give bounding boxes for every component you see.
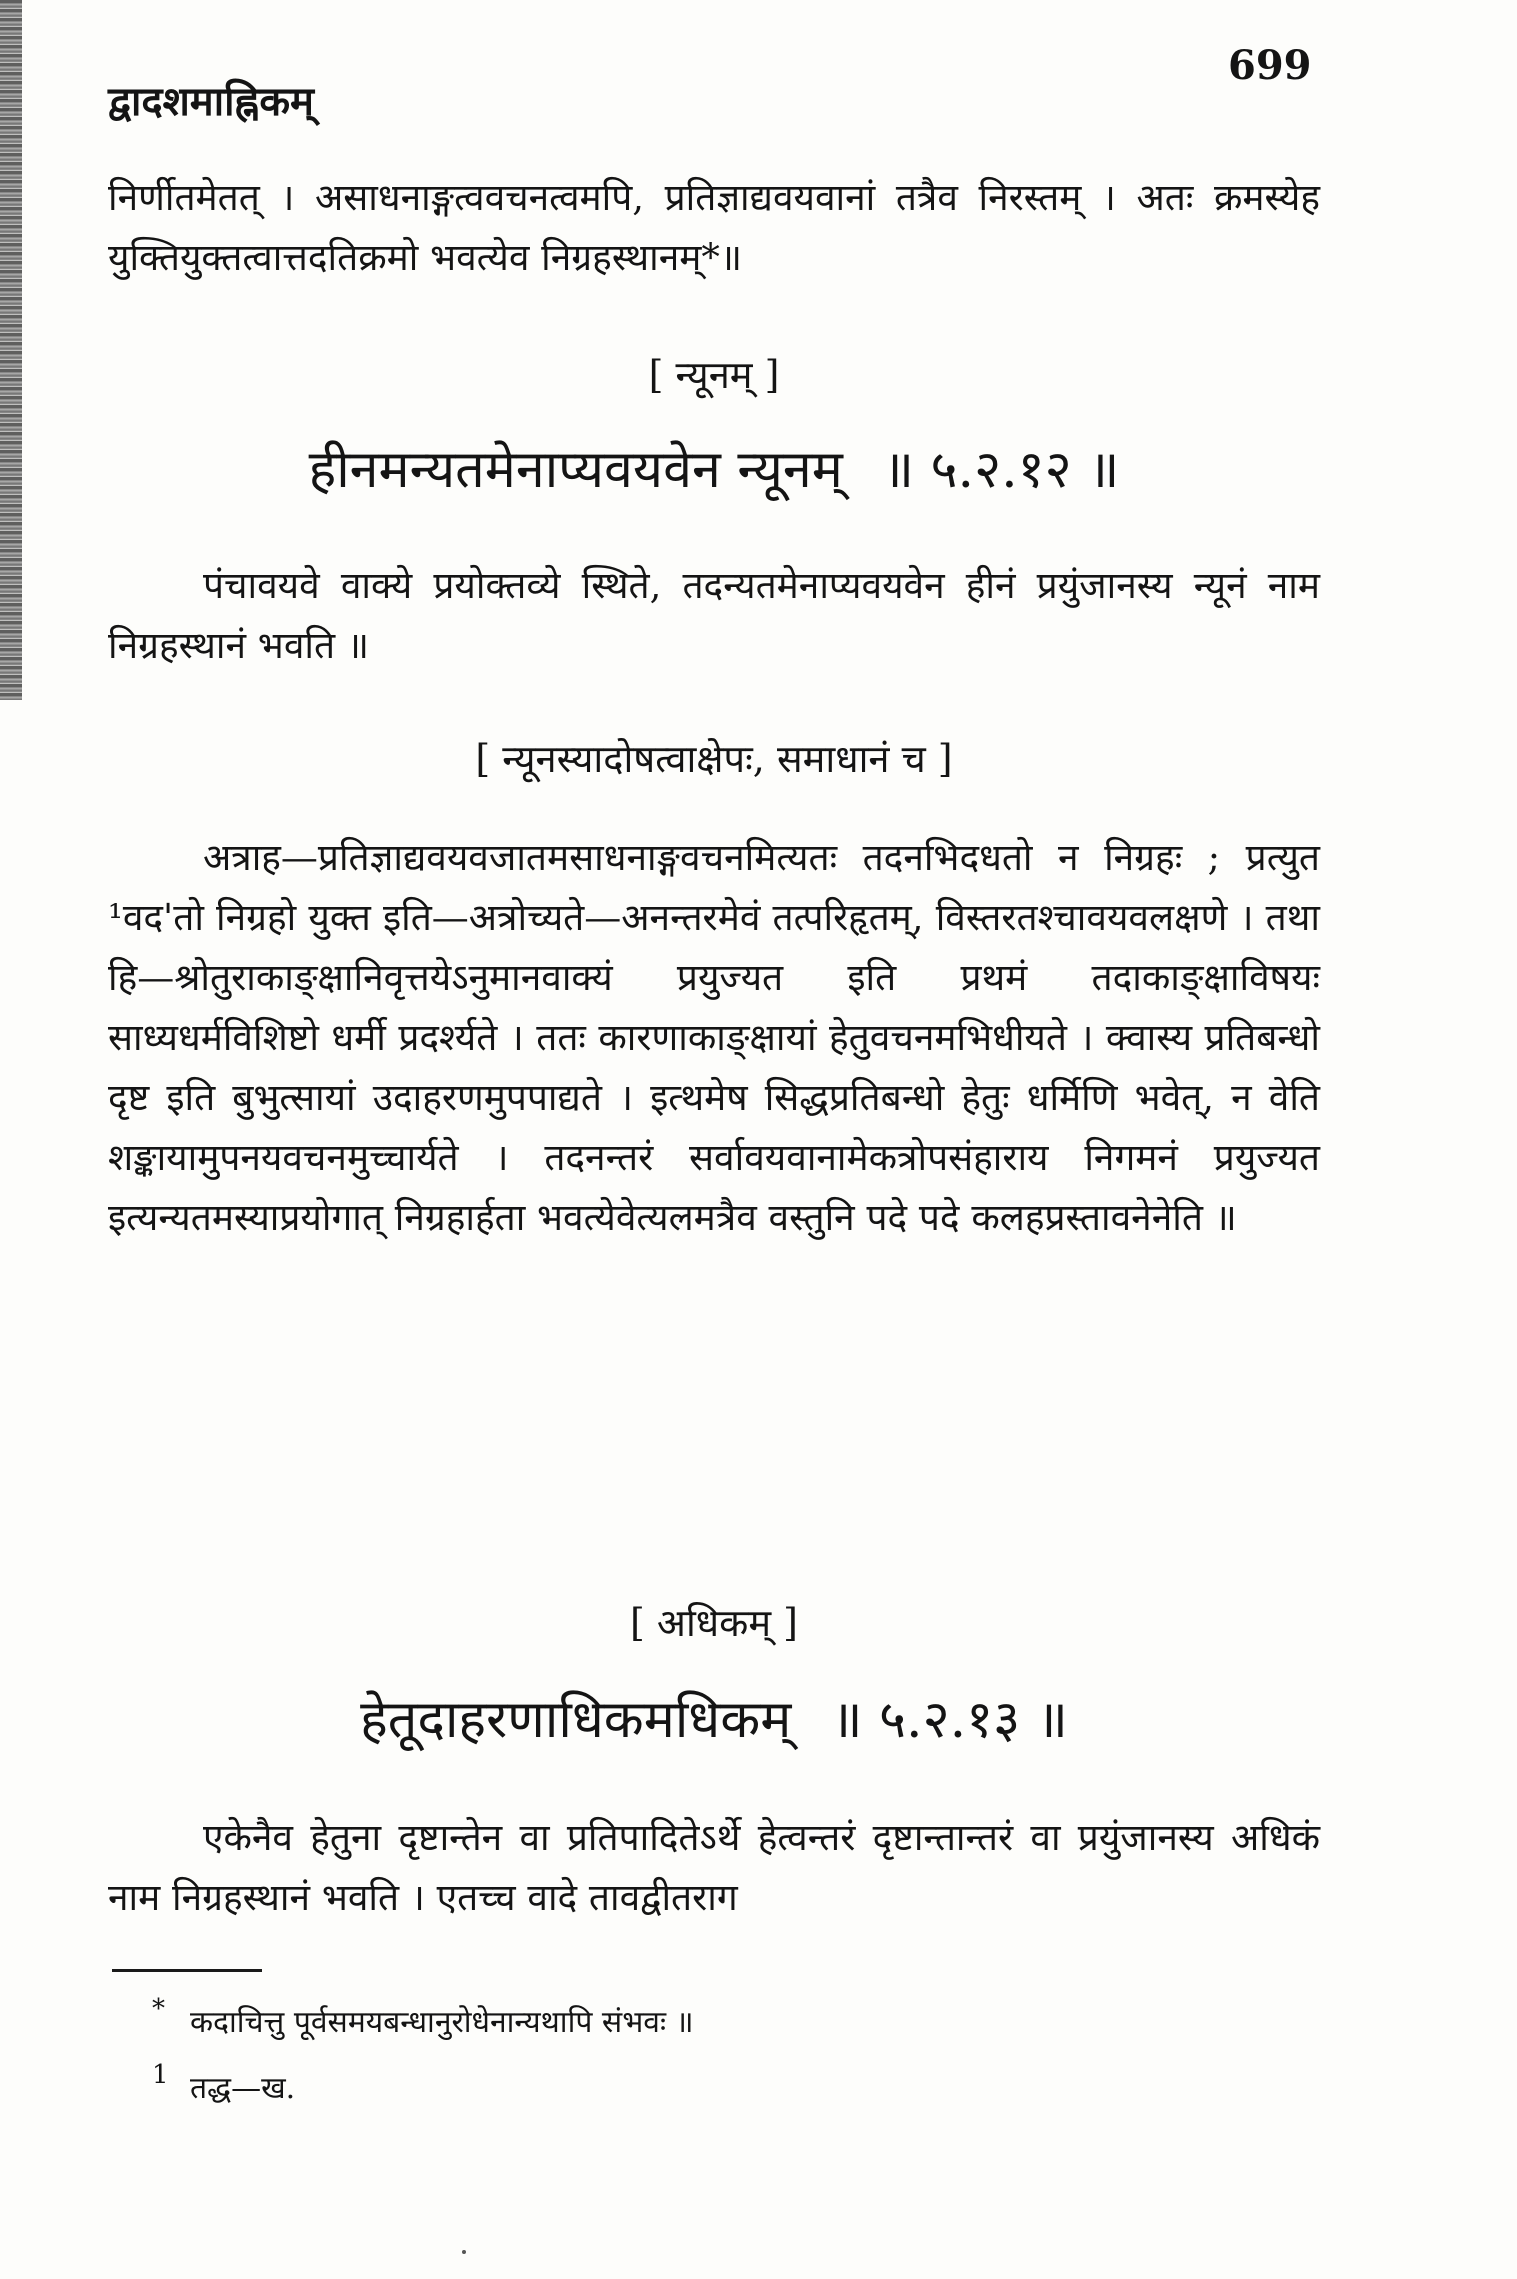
paragraph-3: अत्राह—प्रतिज्ञाद्यवयवजातमसाधनाङ्गवचनमित्यतः तदनभिदधतो न निग्रहः ; प्रत्युत ¹वद'तो निग्रहो युक्त इति—अत्रोच्यते—अनन्तरमेवं तत्परिहृतम्, विस्तरतश्चावयवलक्षणे । तथा हि—श्रोतुराकाङ्क्षानिवृत्तयेऽनुमानवाक्यं प्रयुज्यत इति प्रथमं तदाकाङ्क्षाविषयः साध्यधर्मविशिष्टो धर्मी प्रदर्श्यते । ततः कारणाकाङ्क्षायां हेतुवचनमभिधीयते । क्वास्य प्रतिबन्धो दृष्ट इति बुभुत्सायां उदाहरणमुपपाद्यते । इत्थमेष सिद्धप्रतिबन्धो हेतुः धर्मिणि भवेत्, न वेति शङ्कायामुपनयवचनमुच्चार्यते । तदनन्तरं सर्वावयवानामेकत्रोपसंहाराय निगमनं प्रयुज्यत इत्यन्यतमस्याप्रयोगात् निग्रहार्हता भवत्येवेत्यलमत्रैव वस्तुनि पदे पदे कलहप्रस्तावनेनेति ॥: [108, 836, 1320, 1239]
footnote-2: [152, 2060, 296, 2107]
sutra-text: हीनमन्यतमेनाप्यवयवेन न्यूनम्: [308, 440, 843, 500]
section-heading-adhikam: [ अधिकम् ]: [630, 1601, 798, 1645]
section-heading-nyunam: [ न्यूनम् ]: [648, 353, 780, 397]
footnote-rule: [112, 1969, 262, 1972]
sutra-number: ॥ ५.२.१३ ॥: [831, 1690, 1068, 1750]
sutra-5-2-12: [108, 432, 1320, 503]
print-speck: [462, 2250, 466, 2254]
footnote-1: [152, 1994, 694, 2041]
binding-edge-shadow: [0, 0, 22, 700]
paragraph-4: एकेनैव हेतुना दृष्टान्तेन वा प्रतिपादितेऽर्थे हेत्वन्तरं दृष्टान्तान्तरं वा प्रयुंजानस्य अधिकं नाम निग्रहस्थानं भवति । एतच्च वादे तावद्वीतराग: [108, 1816, 1320, 1919]
paragraph-2: पंचावयवे वाक्ये प्रयोक्तव्ये स्थिते, तदन्यतमेनाप्यवयवेन हीनं प्रयुंजानस्य न्यूनं नाम निग्रहस्थानं भवति ॥: [108, 564, 1320, 667]
sutra-text: हेतूदाहरणाधिकमधिकम्: [360, 1690, 792, 1750]
footnote-marker: 1: [152, 2060, 169, 2090]
footnote-text: कदाचित्तु पूर्वसमयबन्धानुरोधेनान्यथापि संभवः ॥: [190, 2005, 694, 2040]
section-heading-objection: [ न्यूनस्यादोषत्वाक्षेपः, समाधानं च ]: [475, 737, 953, 781]
footnote-text: तद्ध—ख.: [190, 2071, 296, 2106]
running-head: द्वादशमाह्निकम्: [108, 78, 314, 125]
sutra-number: ॥ ५.२.१२ ॥: [882, 440, 1120, 500]
sutra-5-2-13: [108, 1682, 1320, 1753]
footnote-marker: *: [152, 1994, 165, 2024]
paragraph-1: निर्णीतमेतत् । असाधनाङ्गत्ववचनत्वमपि, प्रतिज्ञाद्यवयवानां तत्रैव निरस्तम् । अतः क्रमस्येह युक्तियुक्तत्वात्तदतिक्रमो भवत्येव निग्रहस्थानम्*॥: [108, 176, 1320, 279]
page-number: 699: [1228, 42, 1312, 89]
